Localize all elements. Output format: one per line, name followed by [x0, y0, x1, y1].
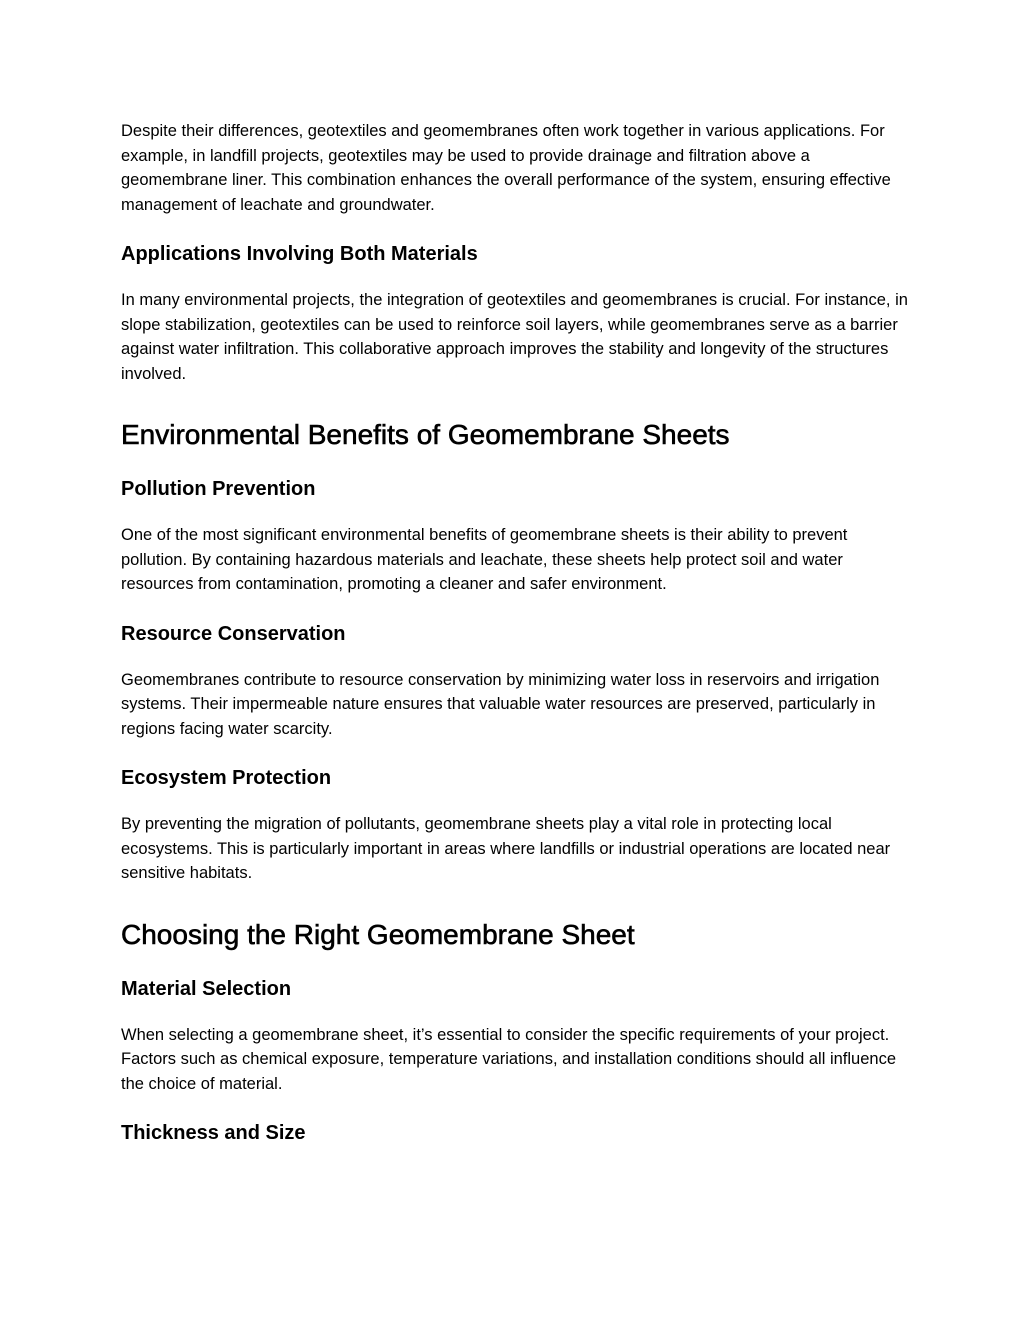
paragraph-geotextiles-together: Despite their differences, geotextiles and geomembranes often work together in various applications. For example, in landfill projects, geotextiles may be used to provide drainage and filtration above a geomembrane liner. This combination enhances the overall performance of the system, ensuring effective management of leachate and groundwater.: [121, 122, 891, 214]
paragraph-ecosystem-protection: By preventing the migration of pollutants, geomembrane sheets play a vital role in protecting local ecosystems. This is particularly important in areas where landfills or industrial operations are located near sensitive habitats.: [121, 815, 891, 882]
heading-pollution-prevention: Pollution Prevention: [121, 478, 316, 500]
document-page: [121, 119, 911, 1146]
heading-material-selection: Material Selection: [121, 977, 292, 1000]
paragraph-material-selection: When selecting a geomembrane sheet, it’s essential to consider the specific requirements of your project. Factors such as chemical exposure, temperature variations, and installation conditions should all influence the choice of material.: [121, 1025, 897, 1093]
heading-environmental-benefits: Environmental Benefits of Geomembrane Sheets: [121, 419, 730, 450]
heading-resource-conservation: Resource Conservation: [121, 622, 346, 645]
heading-ecosystem-protection: Ecosystem Protection: [121, 767, 332, 789]
heading-thickness-and-size: Thickness and Size: [121, 1122, 306, 1144]
paragraph-integration: In many environmental projects, the integration of geotextiles and geomembranes is crucial. For instance, in slope stabilization, geotextiles can be used to reinforce soil layers, while geomembranes serve as a barrier against water infiltration. This collaborative approach improves the stability and longevity of the structures involved.: [121, 291, 908, 383]
heading-applications-both-materials: Applications Involving Both Materials: [121, 243, 478, 265]
paragraph-pollution-prevention: One of the most significant environmental benefits of geomembrane sheets is their ability to prevent pollution. By containing hazardous materials and leachate, these sheets help protect soil and water resources from contamination, promoting a cleaner and safer environment.: [121, 526, 848, 593]
paragraph-resource-conservation: Geomembranes contribute to resource conservation by minimizing water loss in reservoirs and irrigation systems. Their impermeable nature ensures that valuable water resources are preserved, particularly in regions facing water scarcity.: [121, 670, 880, 738]
heading-choosing-right-sheet: Choosing the Right Geomembrane Sheet: [121, 918, 635, 950]
